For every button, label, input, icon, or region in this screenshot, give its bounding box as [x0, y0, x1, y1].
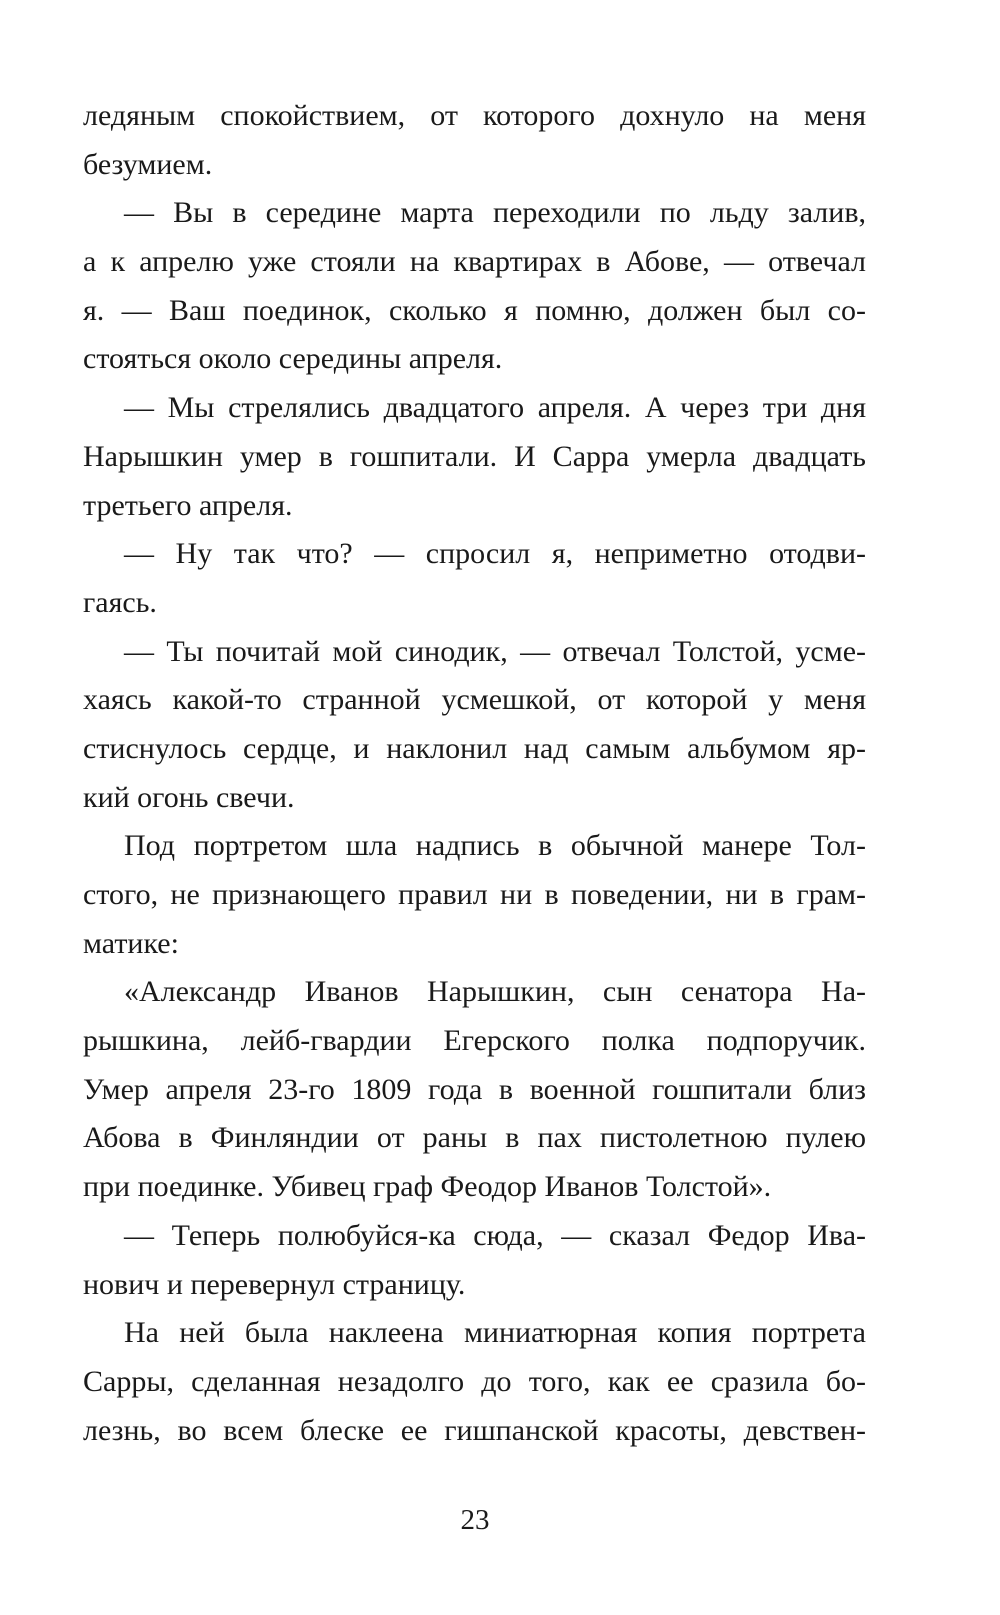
- text-line: — Теперь полюбуйся-ка сюда, — сказал Федор Ива-: [124, 1218, 866, 1252]
- text-line: «Александр Иванов Нарышкин, сын сенатора На-: [124, 975, 866, 1009]
- text-line: — Ну так что? — спросил я, неприметно отодви-: [124, 537, 866, 571]
- text-line: рышкина, лейб-гвардии Егерского полка подпоручик.: [83, 1024, 866, 1058]
- text-line: Абова в Финляндии от раны в пах пистолетною пулею: [83, 1121, 866, 1155]
- text-line: матике:: [83, 926, 179, 960]
- text-line: а к апрелю уже стояли на квартирах в Абове, — отвечал: [83, 245, 866, 279]
- text-line: я. — Ваш поединок, сколько я помню, должен был со-: [83, 293, 866, 327]
- text-line: ледяным спокойствием, от которого дохнуло на меня: [83, 99, 866, 132]
- text-line: хаясь какой-то странной усмешкой, от которой у меня: [83, 683, 866, 717]
- text-line: Сарры, сделанная незадолго до того, как ее сразила бо-: [83, 1364, 866, 1398]
- body-text: [83, 92, 866, 1455]
- text-line: третьего апреля.: [83, 488, 293, 522]
- text-line: гаясь.: [83, 585, 157, 619]
- text-line: нович и перевернул страницу.: [83, 1267, 466, 1301]
- text-line: стого, не признающего правил ни в поведении, ни в грам-: [83, 878, 866, 911]
- text-line: Нарышкин умер в гошпитали. И Сарра умерла двадцать: [83, 439, 866, 473]
- text-line: при поединке. Убивец граф Феодор Иванов Толстой».: [83, 1170, 772, 1204]
- text-line: стиснулось сердце, и наклонил над самым альбумом яр-: [83, 731, 866, 765]
- text-line: — Мы стрелялись двадцатого апреля. А через три дня: [124, 391, 866, 425]
- text-line: кий огонь свечи.: [83, 780, 295, 814]
- text-line: Под портретом шла надпись в обычной манере Тол-: [124, 829, 866, 863]
- text-line: — Вы в середине марта переходили по льду залив,: [124, 196, 866, 230]
- text-line: безумием.: [83, 147, 213, 181]
- text-line: — Ты почитай мой синодик, — отвечал Толстой, усме-: [124, 634, 866, 668]
- text-line: стояться около середины апреля.: [83, 342, 503, 376]
- page-number: 23: [460, 1504, 490, 1536]
- text-line: лезнь, во всем блеске ее гишпанской красоты, девствен-: [83, 1413, 866, 1447]
- text-line: Умер апреля 23-го 1809 года в военной гошпитали близ: [83, 1072, 866, 1106]
- text-line: На ней была наклеена миниатюрная копия портрета: [124, 1316, 866, 1350]
